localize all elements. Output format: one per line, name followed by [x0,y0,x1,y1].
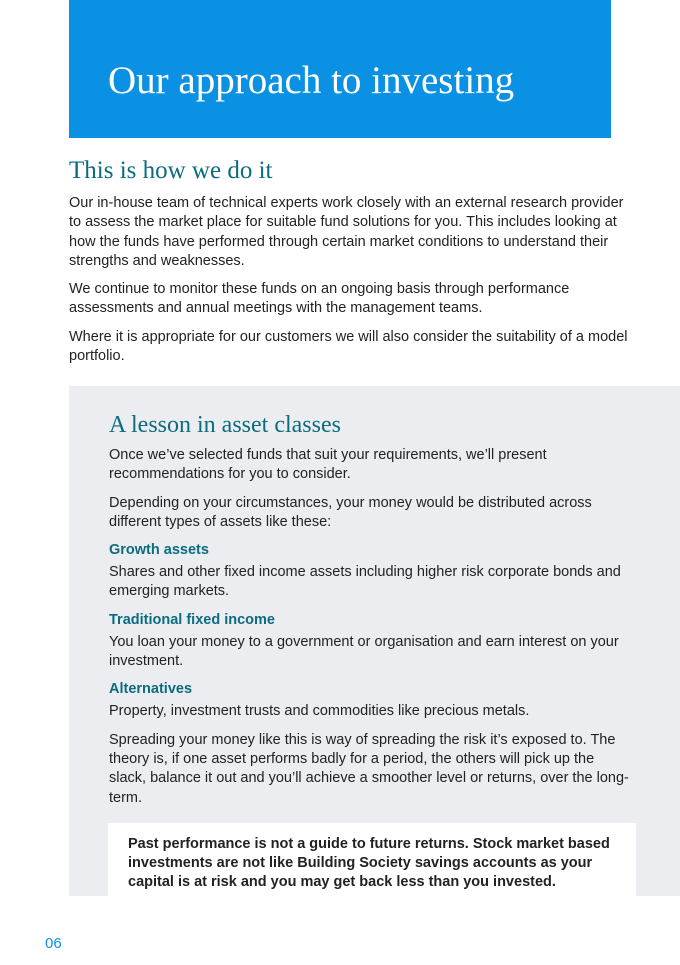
lesson-paragraph: Depending on your circumstances, your money would be distributed across different types of assets like these: [109,494,592,530]
asset-class-description: Shares and other fixed income assets including higher risk corporate bonds and emerging markets. [109,564,621,600]
asset-class-name: Traditional fixed income [109,611,275,628]
hero-banner [69,0,611,138]
asset-class-name: Growth assets [109,542,209,559]
page-number: 06 [45,935,62,952]
lesson-closing-paragraph: Spreading your money like this is way of spreading the risk it’s exposed to. The theory is, if one asset performs badly for a period, the others will pick up the slack, balance it out and you’ll achieve a smoother level or returns, over the long-term. [109,731,629,806]
asset-classes-panel [69,386,680,896]
asset-class-description: You loan your money to a government or organisation and earn interest on your investment. [109,633,619,670]
asset-class-name: Alternatives [109,681,193,698]
intro-heading: This is how we do it [69,157,273,184]
asset-classes-content [109,410,629,817]
risk-warning-box [108,823,636,908]
intro-paragraph: Our in-house team of technical experts work closely with an external research provider to assess the market place for suitable fund solutions for you. This includes looking at how the funds have performed through certain market conditions to understand their strengths and weaknesses. [69,195,624,269]
intro-section [69,156,629,375]
risk-warning-text: Past performance is not a guide to future returns. Stock market based investments are not like Building Society savings accounts as your capital is at risk and you may get back less than you invested. [128,836,610,890]
lesson-paragraph: Once we’ve selected funds that suit your requirements, we’ll present recommendations for you to consider. [109,447,547,483]
page-title: Our approach to investing [108,59,515,102]
intro-paragraph: Where it is appropriate for our customers we will also consider the suitability of a model portfolio. [69,328,628,365]
asset-classes-heading: A lesson in asset classes [109,412,341,438]
asset-class-description: Property, investment trusts and commodities like precious metals. [109,703,530,720]
intro-paragraph: We continue to monitor these funds on an ongoing basis through performance assessments and annual meetings with the management teams. [69,281,570,317]
